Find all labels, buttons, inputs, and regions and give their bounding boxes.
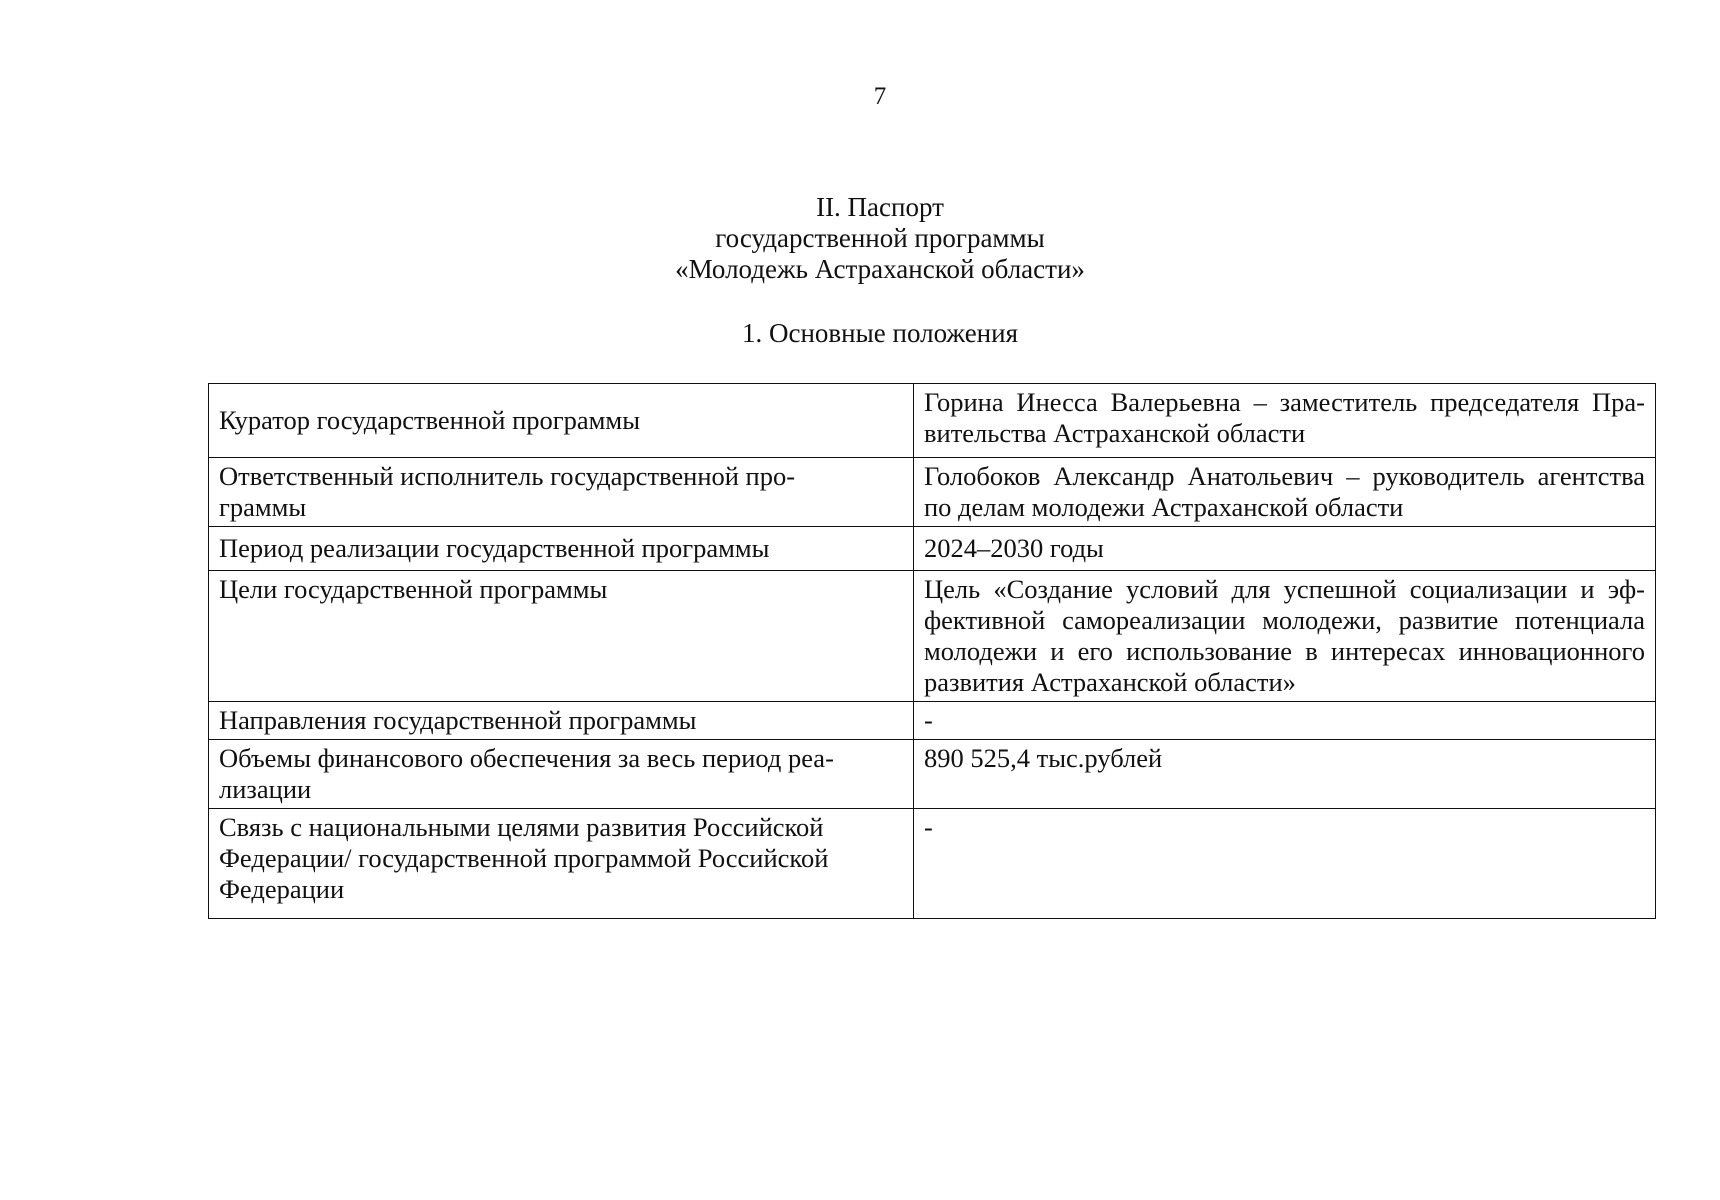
table-row xyxy=(209,527,1656,571)
row-value-directions: - xyxy=(914,702,1656,740)
table-row xyxy=(209,702,1656,740)
row-value-national-goals: - xyxy=(914,809,1656,919)
row-label-period: Период реализации государственной программы xyxy=(209,527,914,571)
row-label-executor: Ответственный исполнитель государственной про- граммы xyxy=(209,458,914,527)
row-label-national-goals: Связь с национальными целями развития Российской Федерации/ государственной программой Российской Федерации xyxy=(209,809,914,919)
title-line-1: II. Паспорт xyxy=(816,192,944,222)
row-label-funding: Объемы финансового обеспечения за весь период реа- лизации xyxy=(209,740,914,809)
table-row xyxy=(209,809,1656,919)
row-value-goals: Цель «Создание условий для успешной социализации и эф- фективной самореализации молодежи, развитие потенциала молодежи и его использование в интересах инновационного развития Астраханской области» xyxy=(914,571,1656,702)
section-heading: 1. Основные положения xyxy=(742,318,1018,348)
table-row xyxy=(209,458,1656,527)
table-row xyxy=(209,571,1656,702)
title-line-3: «Молодежь Астраханской области» xyxy=(675,254,1085,284)
document-title xyxy=(0,192,1720,285)
row-label-directions: Направления государственной программы xyxy=(209,702,914,740)
row-value-executor: Голобоков Александр Анатольевич – руководитель агентства по делам молодежи Астраханской области xyxy=(914,458,1656,527)
table-row xyxy=(209,384,1656,458)
table-row xyxy=(209,740,1656,809)
title-line-2: государственной программы xyxy=(715,223,1045,253)
row-value-curator: Горина Инесса Валерьевна – заместитель председателя Пра- вительства Астраханской области xyxy=(914,384,1656,458)
row-label-curator: Куратор государственной программы xyxy=(209,384,914,458)
row-value-period: 2024–2030 годы xyxy=(914,527,1656,571)
row-value-funding: 890 525,4 тыс.рублей xyxy=(914,740,1656,809)
row-label-goals: Цели государственной программы xyxy=(209,571,914,702)
passport-table xyxy=(208,383,1656,919)
page-number: 7 xyxy=(873,83,887,110)
